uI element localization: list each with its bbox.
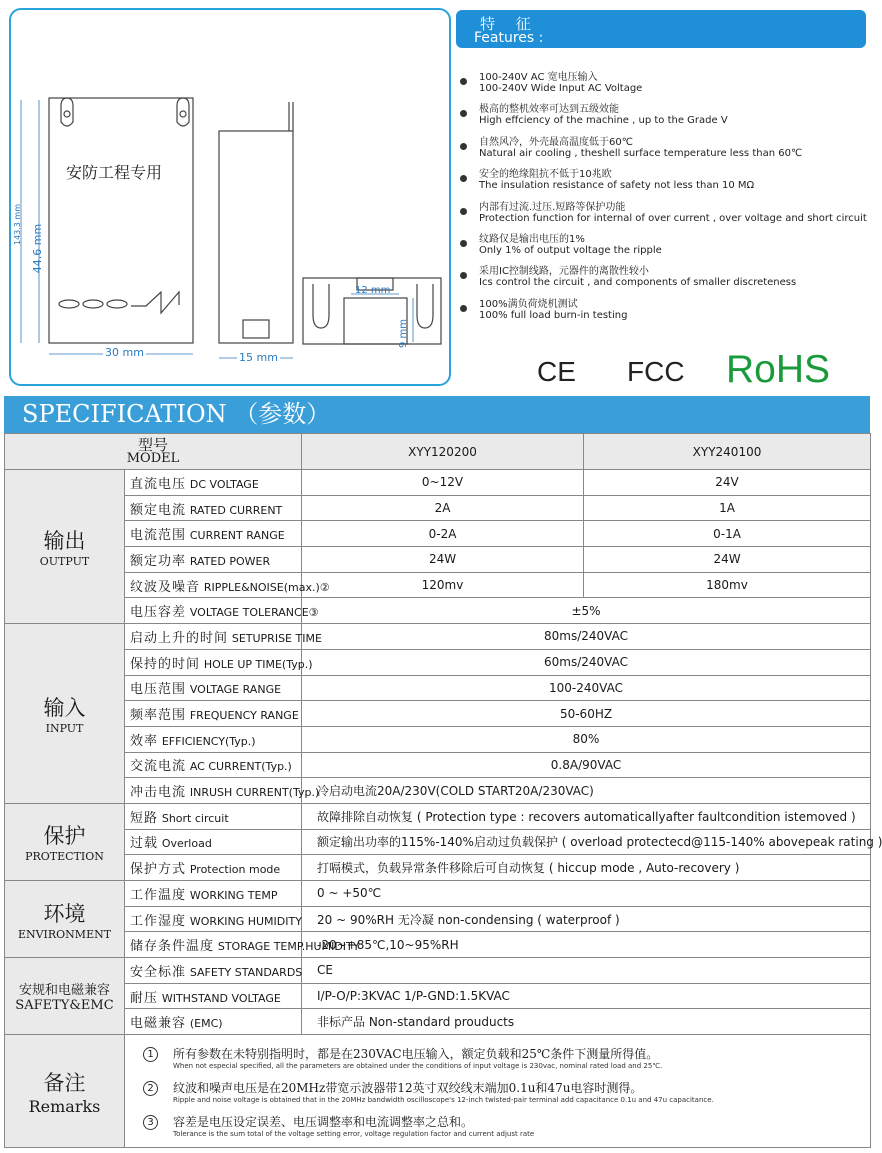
remark-item — [143, 1045, 870, 1079]
spec-title: SPECIFICATION （参数） — [4, 396, 870, 433]
param-cn: 直流电压 — [130, 476, 187, 492]
param-cn: 电流范围 — [130, 528, 187, 544]
dim-depth: 15 mm — [239, 351, 278, 364]
remark-en: When not especial specified, all the parameters are obtained under the conditions of input voltage is 230vac, nominal rated load and 25℃. — [173, 1062, 663, 1071]
param-cn: 纹波及噪音 — [130, 579, 201, 595]
category-en: INPUT — [45, 722, 84, 736]
category-cn: 输入 — [43, 696, 86, 721]
feature-cn: 采用IC控制线路，元器件的离散性较小 — [479, 266, 649, 278]
bullet-icon — [460, 305, 467, 312]
bullet-icon — [460, 272, 467, 279]
feature-en: 100% full load burn-in testing — [479, 309, 628, 321]
param-en: DC VOLTAGE — [189, 477, 259, 491]
param-cn: 储存条件温度 — [130, 939, 215, 955]
param-label — [125, 521, 302, 547]
param-en: SAFETY STANDARDS — [189, 965, 303, 979]
feature-item — [458, 299, 868, 331]
value-a: 0~12V — [302, 470, 584, 496]
param-en: SETUPRISE TIME — [231, 631, 322, 645]
param-cn: 保护方式 — [130, 862, 187, 878]
remark-number: 2 — [143, 1081, 158, 1096]
specification-section — [4, 396, 882, 1148]
spec-row — [5, 675, 871, 701]
dim-width: 30 mm — [105, 346, 144, 359]
param-en: EFFICIENCY(Typ.) — [161, 734, 256, 748]
param-en: STORAGE TEMP.HUMIDITY — [217, 940, 360, 954]
value-a: 120mv — [302, 572, 584, 598]
value: 20 ~ 90%RH 无冷凝 non-condensing ( waterproof ) — [302, 906, 871, 932]
param-en: WITHSTAND VOLTAGE — [161, 991, 281, 1005]
model-header — [5, 434, 302, 470]
bullet-icon — [460, 143, 467, 150]
feature-item — [458, 234, 868, 266]
param-label — [125, 855, 302, 881]
value-b: 24V — [584, 470, 871, 496]
side-connector — [243, 320, 269, 338]
feature-cn: 内部有过流.过压.短路等保护功能 — [479, 201, 626, 213]
dimension-drawing — [9, 8, 451, 386]
spec-row — [5, 829, 871, 855]
param-label — [125, 778, 320, 804]
model-a: XYY120200 — [302, 434, 584, 470]
category-cell — [5, 881, 125, 958]
param-cn: 频率范围 — [130, 708, 187, 724]
param-en: AC CURRENT(Typ.) — [189, 760, 292, 774]
value: I/P-O/P:3KVAC 1/P-GND:1.5KVAC — [302, 983, 871, 1009]
feature-item — [458, 137, 868, 169]
category-en: Remarks — [28, 1096, 101, 1116]
param-en: RATED POWER — [189, 554, 271, 568]
remark-en: Tolerance is the sum total of the voltage setting error, voltage regulation factor and current adjust rate — [173, 1130, 535, 1139]
param-label — [125, 1009, 302, 1035]
mount-hole-left — [61, 98, 73, 126]
feature-item — [458, 104, 868, 136]
param-cn: 工作湿度 — [130, 913, 187, 929]
param-en: VOLTAGE RANGE — [189, 683, 282, 697]
param-label — [125, 726, 302, 752]
front-view-body — [49, 98, 193, 343]
bullet-icon — [460, 208, 467, 215]
category-cell — [5, 803, 125, 880]
remark-number: 3 — [143, 1115, 158, 1130]
spec-row — [5, 1009, 871, 1035]
spec-row — [5, 547, 871, 573]
param-en: Protection mode — [189, 863, 281, 877]
param-label — [125, 983, 302, 1009]
param-cn: 额定功率 — [130, 553, 187, 569]
drawing-svg — [11, 10, 453, 388]
top-section — [0, 0, 875, 392]
spec-row — [5, 470, 871, 496]
param-cn: 电压容差 — [130, 605, 187, 621]
value-b: 1A — [584, 495, 871, 521]
param-cn: 短路 — [130, 810, 159, 826]
param-label — [125, 752, 302, 778]
spec-row — [5, 598, 871, 624]
param-label — [125, 881, 302, 907]
spec-row — [5, 803, 871, 829]
category-cell — [5, 470, 125, 624]
param-en: VOLTAGE TOLERANCE③ — [189, 606, 319, 620]
features-title-en: Features : — [474, 30, 544, 46]
param-en: CURRENT RANGE — [189, 529, 285, 543]
param-en: WORKING TEMP — [189, 888, 278, 902]
param-label — [125, 803, 302, 829]
remarks-row — [5, 1035, 871, 1148]
remark-number: 1 — [143, 1047, 158, 1062]
feature-cn: 100-240V AC 宽电压输入 — [479, 72, 598, 83]
param-label — [125, 547, 302, 573]
bullet-icon — [460, 240, 467, 247]
category-en: ENVIRONMENT — [17, 927, 112, 941]
param-cn: 冲击电流 — [130, 785, 187, 801]
param-label — [125, 649, 313, 675]
value: 60ms/240VAC — [302, 649, 871, 675]
param-cn: 交流电流 — [130, 759, 187, 775]
value-b: 0-1A — [584, 521, 871, 547]
param-label — [125, 932, 360, 958]
category-cell — [5, 1035, 125, 1148]
remark-en: Ripple and noise voltage is obtained that in the 20MHz bandwidth oscilloscope's 12-inch twisted-pair terminal add capacitance 0.1u and 47u capacitance. — [173, 1096, 714, 1105]
model-en: MODEL — [126, 450, 180, 466]
rohs-mark: RoHS — [726, 348, 831, 391]
remark-cn: 容差是电压设定误差、电压调整率和电流调整率之总和。 — [173, 1115, 474, 1130]
spec-row — [5, 495, 871, 521]
front-label: 安防工程专用 — [66, 163, 163, 182]
param-cn: 工作温度 — [130, 887, 187, 903]
spec-table — [4, 433, 882, 1148]
model-cn: 型号 — [138, 435, 169, 454]
logo-zigzag — [131, 292, 179, 313]
spec-row — [5, 521, 871, 547]
param-en: (EMC) — [189, 1017, 223, 1031]
feature-item — [458, 202, 868, 234]
param-en: Short circuit — [161, 811, 229, 825]
spec-row — [5, 855, 871, 881]
spec-row — [5, 932, 871, 958]
value: 非标产品 Non-standard prouducts — [302, 1009, 871, 1035]
spec-row — [5, 572, 871, 598]
param-label — [125, 675, 302, 701]
mount-hole-right — [177, 98, 189, 126]
value: CE — [302, 958, 871, 984]
feature-en: Protection function for internal of over current , over voltage and short circuit — [479, 212, 867, 224]
model-row — [5, 434, 871, 470]
category-cn: 环境 — [43, 901, 86, 926]
param-cn: 电压范围 — [130, 682, 187, 698]
fcc-mark: FCC — [627, 356, 685, 387]
bullet-icon — [460, 110, 467, 117]
param-label — [125, 470, 302, 496]
category-en: OUTPUT — [39, 555, 90, 569]
value: 额定输出功率的115%-140%启动过负载保护 ( overload protectecd@115-140% abovepeak rating ) — [302, 829, 871, 855]
feature-cn: 纹路仅是输出电压的1% — [479, 233, 585, 245]
remark-item — [143, 1079, 870, 1113]
spec-row — [5, 983, 871, 1009]
value-a: 2A — [302, 495, 584, 521]
param-en: RIPPLE&NOISE(max.)② — [203, 580, 330, 594]
value: 50-60HZ — [302, 701, 871, 727]
bullet-icon — [460, 78, 467, 85]
param-en: RATED CURRENT — [189, 503, 283, 517]
spec-row — [5, 701, 871, 727]
param-en: FREQUENCY RANGE — [189, 709, 299, 723]
param-label — [125, 829, 302, 855]
spec-row — [5, 649, 871, 675]
dim-height-outer: 143.3 mm — [13, 203, 23, 246]
feature-en: Ics control the circuit , and components of smaller discreteness — [479, 277, 797, 289]
feature-cn: 极高的整机效率可达到五级效能 — [479, 104, 619, 116]
value: 80ms/240VAC — [302, 624, 871, 650]
param-en: HOLE UP TIME(Typ.) — [203, 657, 313, 671]
value: 打嗝模式，负载异常条件移除后可自动恢复 ( hiccup mode , Auto-recovery ) — [302, 855, 871, 881]
param-cn: 耐压 — [130, 990, 159, 1006]
feature-item — [458, 169, 868, 201]
param-cn: 保持的时间 — [130, 656, 201, 672]
param-en: INRUSH CURRENT(Typ.) — [189, 786, 320, 800]
feature-en: 100-240V Wide Input AC Voltage — [479, 83, 643, 94]
param-label — [125, 572, 330, 598]
category-cn: 保护 — [43, 824, 86, 849]
value: 80% — [302, 726, 871, 752]
value-a: 0-2A — [302, 521, 584, 547]
category-cn: 输出 — [43, 529, 86, 554]
feature-item — [458, 72, 868, 104]
value-a: 24W — [302, 547, 584, 573]
param-cn: 额定电流 — [130, 502, 187, 518]
param-label — [125, 598, 319, 624]
param-cn: 启动上升的时间 — [130, 630, 229, 646]
value: 0.8A/90VAC — [302, 752, 871, 778]
param-cn: 安全标准 — [130, 964, 187, 980]
value-tolerance: ±5% — [302, 598, 871, 624]
param-en: WORKING HUMIDITY — [189, 914, 302, 928]
feature-cn: 安全的绝缘阻抗不低于10兆欧 — [479, 169, 612, 181]
feature-en: The insulation resistance of safety not less than 10 MΩ — [479, 180, 755, 192]
category-cn: 安规和电磁兼容 — [18, 983, 110, 999]
feature-en: Natural air cooling , theshell surface temperature less than 60℃ — [479, 147, 803, 159]
value: 100-240VAC — [302, 675, 871, 701]
model-b: XYY240100 — [584, 434, 871, 470]
category-cell — [5, 958, 125, 1035]
value-inrush: 冷启动电流20A/230V(COLD START20A/230VAC) — [302, 778, 871, 804]
param-cn: 过载 — [130, 836, 159, 852]
dim-height-inner: 44.6 mm — [31, 223, 45, 274]
category-en: SAFETY&EMC — [15, 998, 114, 1014]
value: 0 ~ +50℃ — [302, 881, 871, 907]
vent-slot — [59, 300, 79, 308]
side-view-body — [219, 131, 293, 343]
ce-mark: CE — [537, 356, 576, 387]
spec-row — [5, 881, 871, 907]
features-header — [456, 10, 866, 48]
param-label — [125, 495, 302, 521]
bullet-icon — [460, 175, 467, 182]
spec-row — [5, 726, 871, 752]
param-cn: 电磁兼容 — [130, 1016, 187, 1032]
feature-cn: 100%满负荷烧机测试 — [479, 298, 578, 310]
spec-row — [5, 778, 871, 804]
param-label — [125, 958, 302, 984]
remark-cn: 所有参数在未特别指明时，都是在230VAC电压输入，额定负载和25℃条件下测量所得值。 — [173, 1047, 659, 1062]
remarks-cell — [125, 1035, 871, 1148]
param-label — [125, 701, 302, 727]
category-cn: 备注 — [43, 1070, 86, 1095]
param-cn: 效率 — [130, 733, 159, 749]
dim-slot-width: 12 mm — [355, 285, 391, 296]
feature-cn: 自然风冷，外壳最高温度低于60℃ — [479, 136, 633, 148]
spec-row — [5, 752, 871, 778]
features-list — [458, 72, 868, 331]
feature-en: Only 1% of output voltage the ripple — [479, 244, 662, 256]
value: -20~+85℃,10~95%RH — [302, 932, 871, 958]
spec-row — [5, 624, 871, 650]
param-label — [125, 906, 302, 932]
features-title-cn: 特 征 — [480, 15, 539, 33]
value: 故障排除自动恢复 ( Protection type : recovers automaticallyafter faultcondition istemoved ) — [302, 803, 871, 829]
value-b: 180mv — [584, 572, 871, 598]
spec-row — [5, 958, 871, 984]
param-label — [125, 624, 322, 650]
value-b: 24W — [584, 547, 871, 573]
remark-item — [143, 1113, 870, 1147]
category-cell — [5, 624, 125, 804]
feature-item — [458, 266, 868, 298]
feature-en: High effciency of the machine , up to the Grade V — [479, 115, 728, 127]
spec-row — [5, 906, 871, 932]
category-en: PROTECTION — [25, 850, 104, 864]
remark-cn: 纹波和噪声电压是在20MHz带宽示波器带12英寸双绞线末端加0.1u和47u电容时测得。 — [173, 1081, 643, 1096]
param-en: Overload — [161, 837, 212, 851]
dim-slot-height: 9 mm — [398, 318, 410, 349]
